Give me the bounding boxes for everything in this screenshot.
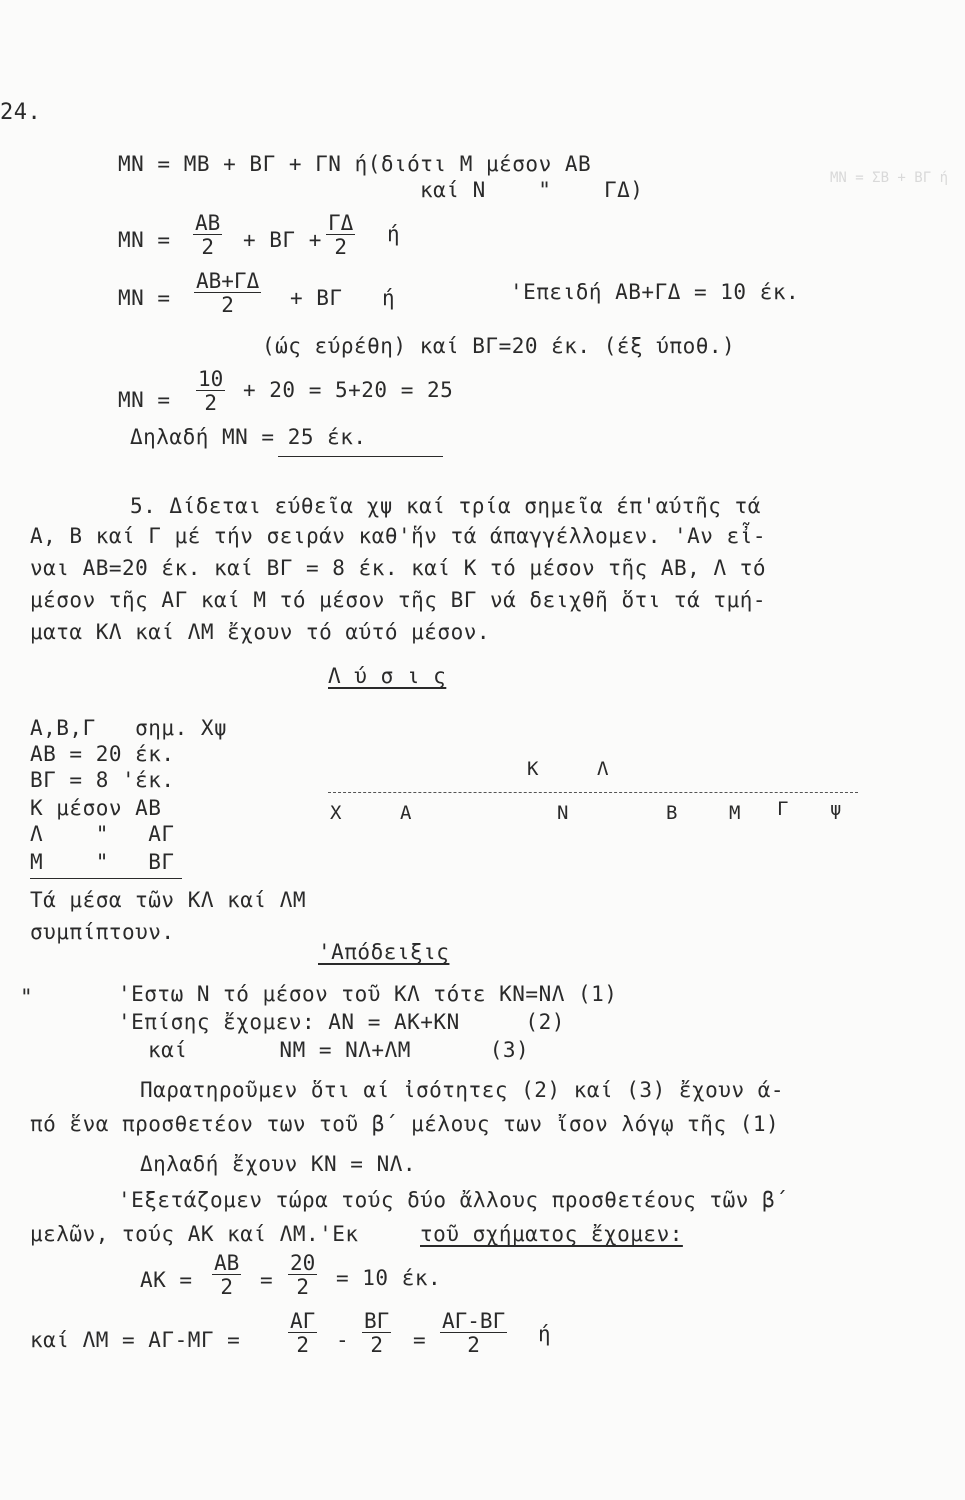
figure-line-xpsi [328, 792, 858, 793]
given-points: A,B,Γ σημ. Xψ [30, 716, 228, 740]
figure-label-psi: ψ [830, 798, 842, 820]
bleed-through: MN = ΣB + BΓ ή [830, 170, 949, 186]
fraction-10-2 [196, 368, 225, 415]
figure-label-n: N [557, 802, 569, 824]
result-mn: Δηλαδή MN = 25 έκ. [130, 425, 367, 449]
numerator: 10 [198, 367, 224, 391]
fraction-agbg-2 [440, 1310, 507, 1357]
proof-line-8b: τοῦ σχήματος ἔχομεν: [420, 1222, 683, 1246]
problem-5-line-1: 5. Δίδεται εύθεῖα χψ καί τρία σημεῖα έπ'αύτῆς τά [130, 494, 761, 518]
eq-mn-sum-cont: καί N " ΓΔ) [420, 178, 644, 202]
given-l: Λ " AΓ [30, 822, 175, 846]
denominator: 2 [204, 391, 217, 415]
denominator: 2 [296, 1275, 309, 1299]
problem-5-line-5: ματα KΛ καί ΛM ἔχουν τό αύτό μέσον. [30, 620, 491, 644]
proof-line-8a: μελῶν, τούς AK καί ΛM.'Εκ [30, 1222, 359, 1246]
denominator: 2 [221, 293, 234, 317]
eq-lm-label: καί ΛM = AΓ-MΓ = [30, 1328, 241, 1352]
eq-ak-label: AK = [140, 1268, 193, 1292]
fraction-ab-2 [193, 212, 222, 259]
eq-lm-equals: = [413, 1328, 427, 1352]
proof-line-1: 'Εστω N τό μέσον τοῦ KΛ τότε KN=NΛ (1) [118, 982, 618, 1006]
numerator: AB+ΓΔ [196, 269, 260, 293]
eq-mn-sum-frac-post: + BΓ ή [290, 286, 396, 310]
proof-line-5: πό ἕνα προσθετέον των τοῦ β´ μέλους των ἴσον λόγῳ τῆς (1) [30, 1112, 780, 1136]
eq-lm-or: ή [538, 1322, 552, 1346]
denominator: 2 [370, 1333, 383, 1357]
since-note: 'Επειδή AB+ΓΔ = 10 έκ. [510, 280, 800, 304]
page-number: 24. [0, 100, 42, 125]
solution-heading: Λ ύ σ ι ς [328, 664, 447, 688]
figure-label-g: Γ [777, 798, 789, 820]
given-bg: BΓ = 8 'έκ. [30, 768, 175, 792]
numerator: AΓ [290, 1309, 316, 1333]
given-m: M " BΓ [30, 850, 175, 874]
fraction-ag-2 [288, 1310, 317, 1357]
eq-mn-sum: MN = MB + BΓ + ΓN ή(διότι M μέσον AB [118, 152, 592, 176]
proof-line-4: Παρατηροῦμεν ὅτι αί ἰσότητες (2) καί (3) ἔχουν ά- [140, 1078, 785, 1102]
proof-line-7: 'Εξετάζομεν τώρα τούς δύο ἄλλους προσθετέους τῶν β´ [118, 1188, 789, 1212]
eq-lm-minus: - [336, 1328, 350, 1352]
eq-ak-equals: = [260, 1268, 274, 1292]
fraction-bg-2 [362, 1310, 391, 1357]
denominator: 2 [467, 1333, 480, 1357]
found-note: (ώς εύρέθη) καί BΓ=20 έκ. (έξ ύποθ.) [262, 334, 736, 358]
denominator: 2 [220, 1275, 233, 1299]
fraction-abgd-2 [194, 270, 261, 317]
denominator: 2 [296, 1333, 309, 1357]
eq-mn-frac-mid: + BΓ + [243, 228, 322, 252]
eq-mn-frac-or: ή [387, 222, 401, 246]
numerator: BΓ [364, 1309, 390, 1333]
figure-label-m: M [729, 802, 741, 824]
numerator: 20 [290, 1251, 316, 1275]
proof-heading: 'Απόδειξις [318, 940, 450, 964]
givens-underline [30, 878, 182, 879]
eq-ak-result: = 10 έκ. [336, 1266, 442, 1290]
figure-label-b: B [666, 802, 678, 824]
result-underline [278, 456, 443, 457]
fraction-20-2 [288, 1252, 317, 1299]
quote-mark: " [20, 985, 34, 1009]
fraction-gd-2 [326, 212, 355, 259]
proof-line-6: Δηλαδή ἔχουν KN = NΛ. [140, 1152, 417, 1176]
eq-mn-sum-frac-label: MN = [118, 286, 171, 310]
numerator: AB [195, 211, 221, 235]
figure-label-k: K [527, 758, 539, 780]
fraction-ab-2-proof [212, 1252, 241, 1299]
numerator: AΓ-BΓ [442, 1309, 506, 1333]
given-k: K μέσον AB [30, 796, 162, 820]
eq-mn-frac-label: MN = [118, 228, 171, 252]
problem-5-line-4: μέσον τῆς AΓ καί M τό μέσον τῆς BΓ νά δειχθῆ ὅτι τά τμή- [30, 588, 767, 612]
proof-line-2: 'Επίσης ἔχομεν: AN = AK+KN (2) [118, 1010, 565, 1034]
numerator: AB [214, 1251, 240, 1275]
proof-line-3: καί NM = NΛ+ΛM (3) [148, 1038, 530, 1062]
to-prove-1: Τά μέσα τῶν KΛ καί ΛM [30, 888, 307, 912]
problem-5-line-2: A, B καί Γ μέ τήν σειράν καθ'ἥν τά άπαγγέλλομεν. 'Αν εἶ- [30, 524, 767, 548]
figure-label-x: X [330, 802, 342, 824]
denominator: 2 [334, 235, 347, 259]
figure-label-a: A [400, 802, 412, 824]
numerator: ΓΔ [328, 211, 354, 235]
eq-mn-value-label: MN = [118, 388, 171, 412]
figure-label-l: Λ [597, 758, 609, 780]
problem-5-line-3: ναι AB=20 έκ. καί BΓ = 8 έκ. καί K τό μέσον τῆς AB, Λ τό [30, 556, 767, 580]
eq-mn-value-post: + 20 = 5+20 = 25 [243, 378, 454, 402]
denominator: 2 [201, 235, 214, 259]
given-ab: AB = 20 έκ. [30, 742, 175, 766]
to-prove-2: συμπίπτουν. [30, 920, 175, 944]
